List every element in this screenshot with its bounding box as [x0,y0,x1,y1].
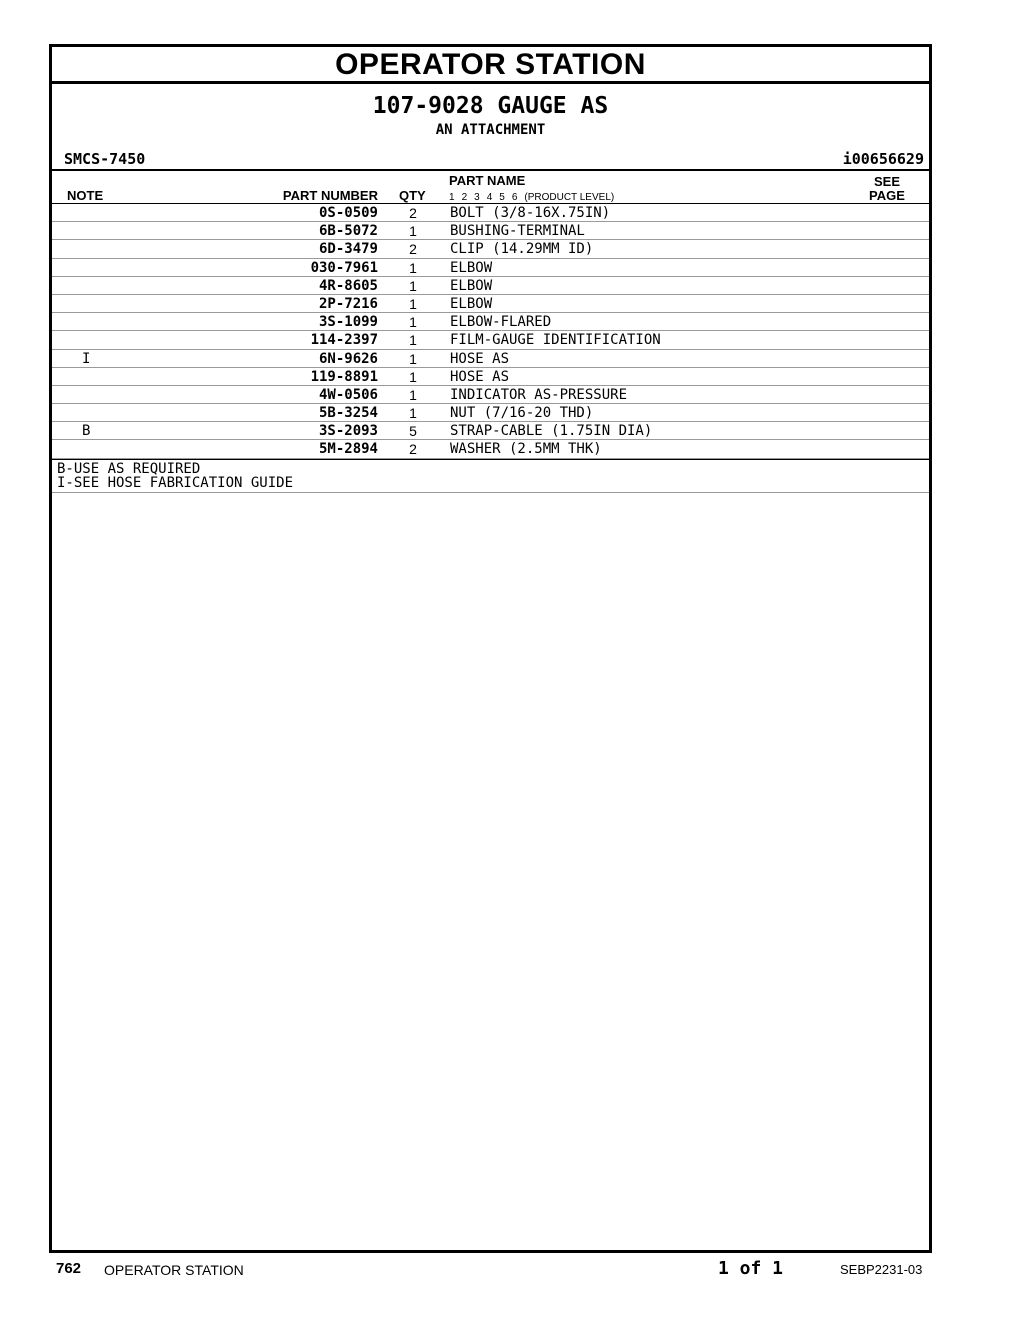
table-row [52,368,929,386]
row-note: B [82,423,91,440]
row-qty: 1 [409,350,417,367]
row-qty: 5 [409,423,417,440]
table-row [52,404,929,422]
row-part-number: 4R-8605 [318,277,378,294]
product-level-label: (PRODUCT LEVEL) [524,192,615,203]
parts-table [52,203,929,493]
product-level-2: 2 [461,192,468,203]
footnote-i: I-SEE HOSE FABRICATION GUIDE [57,474,294,491]
footnote-b: B-USE AS REQUIRED [57,460,201,477]
smcs-code: SMCS-7450 [64,150,146,168]
table-row [52,204,929,222]
assembly-subtitle: AN ATTACHMENT [435,122,546,138]
row-qty: 1 [409,295,417,312]
row-part-name: BUSHING-TERMINAL [450,223,585,240]
row-part-number: 2P-7216 [318,295,378,312]
row-qty: 1 [409,277,417,294]
row-part-number: 5B-3254 [318,405,378,422]
table-row [52,295,929,313]
table-row [52,331,929,349]
see-page-line-2: PAGE [869,188,905,203]
row-note: I [82,350,91,367]
section-title: OPERATOR STATION [52,47,929,84]
table-row [52,422,929,440]
parts-page-frame [49,44,932,1253]
row-qty: 1 [409,368,417,385]
footer-section-name: OPERATOR STATION [104,1262,244,1278]
row-part-number: 5M-2894 [318,441,378,458]
column-header-qty: QTY [399,188,426,203]
table-row [52,440,929,458]
product-level-1: 1 [449,192,455,203]
table-row [52,350,929,368]
row-part-name: FILM-GAUGE IDENTIFICATION [450,332,661,349]
see-page-line-1: SEE [873,174,900,189]
row-part-number: 4W-0506 [318,386,378,403]
row-part-name: INDICATOR AS-PRESSURE [450,386,628,403]
row-part-name: ELBOW [450,295,493,312]
row-part-number: 119-8891 [310,368,378,385]
row-part-name: ELBOW-FLARED [450,314,552,331]
row-qty: 1 [409,314,417,331]
column-header-note: NOTE [67,188,104,203]
row-part-name: ELBOW [450,277,493,294]
row-qty: 2 [409,205,417,221]
row-part-name: NUT (7/16-20 THD) [450,405,594,422]
footnotes [52,459,929,493]
product-level-4: 4 [486,192,493,203]
row-qty: 1 [409,386,417,403]
row-qty: 1 [409,405,417,422]
row-part-number: 6N-9626 [318,350,378,367]
row-part-name: ELBOW [450,259,493,276]
table-row [52,313,929,331]
header-divider [52,169,929,171]
page-count: 1 of 1 [718,1258,784,1279]
row-part-name: WASHER (2.5MM THK) [450,441,602,458]
row-part-name: STRAP-CABLE (1.75IN DIA) [450,423,653,440]
column-header-see-page [862,175,912,203]
row-part-name: HOSE AS [450,350,510,367]
row-part-name: BOLT (3/8-16X.75IN) [450,205,611,221]
table-row [52,259,929,277]
table-row [52,386,929,404]
row-part-number: 0S-0509 [318,205,378,221]
row-qty: 1 [409,259,417,276]
row-part-number: 6D-3479 [318,241,378,258]
row-part-number: 6B-5072 [318,223,378,240]
illustration-id: i00656629 [842,150,924,168]
row-qty: 1 [409,332,417,349]
table-row [52,277,929,295]
page-number: 762 [56,1260,82,1277]
row-part-name: CLIP (14.29MM ID) [450,241,594,258]
row-part-number: 3S-2093 [318,423,378,440]
product-level-header [449,192,621,203]
product-level-3: 3 [474,192,480,203]
row-part-name: HOSE AS [450,368,510,385]
row-qty: 2 [409,441,417,458]
row-part-number: 114-2397 [310,332,378,349]
document-id: SEBP2231-03 [840,1262,923,1277]
column-header-part-name: PART NAME [449,173,526,188]
row-qty: 1 [409,223,417,240]
row-qty: 2 [409,241,417,258]
assembly-title: 107-9028 GAUGE AS [372,93,609,119]
row-part-number: 3S-1099 [318,314,378,331]
table-row [52,240,929,258]
row-part-number: 030-7961 [310,259,378,276]
product-level-6: 6 [511,192,518,203]
column-header-part-number: PART NUMBER [282,188,378,203]
product-level-5: 5 [499,192,505,203]
table-row [52,222,929,240]
